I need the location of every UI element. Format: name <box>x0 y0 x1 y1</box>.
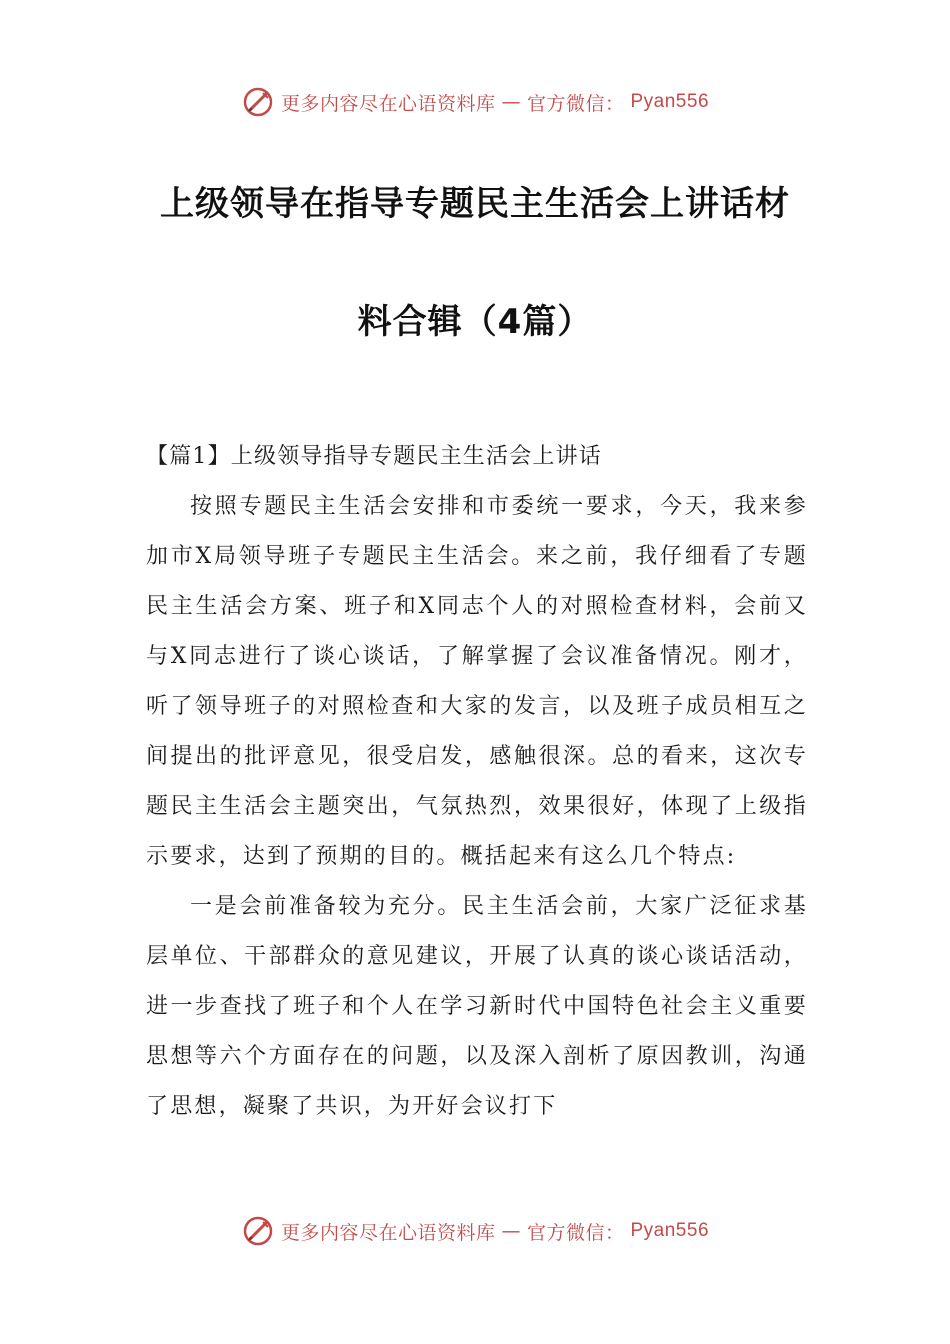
banner-wechat-label: 官方微信： <box>526 1221 625 1244</box>
section-heading: 【篇1】上级领导指导专题民主生活会上讲话 <box>146 444 602 469</box>
paragraph-1: 按照专题民主生活会安排和市委统一要求，今天，我来参加市X局领导班子专题民主生活会。来之前，我仔细看了专题民主生活会方案、班子和X同志个人的对照检查材料，会前又与X同志进行了谈心谈话，了解掌握了会议准备情况。刚才，听了领导班子的对照检查和大家的发言，以及班子成员相互之间提出的批评意见，很受启发，感触很深。总的看来，这次专题民主生活会主题突出，气氛热烈，效果很好，体现了上级指示要求，达到了预期的目的。概括起来有这么几个特点: <box>146 494 808 869</box>
pen-logo-icon <box>241 85 275 119</box>
pen-logo-icon <box>241 1214 275 1248</box>
document-body <box>146 432 808 1132</box>
header-watermark-banner <box>0 82 950 122</box>
footer-watermark-banner <box>0 1211 950 1251</box>
banner-brand-text: 更多内容尽在心语资料库 <box>280 92 496 115</box>
banner-separator: — <box>501 91 521 113</box>
paragraph-2: 一是会前准备较为充分。民主生活会前，大家广泛征求基层单位、干部群众的意见建议，开展了认真的谈心谈话活动，进一步查找了班子和个人在学习新时代中国特色社会主义重要思想等六个方面存在的问题，以及深入剖析了原因教训，沟通了思想，凝聚了共识，为开好会议打下 <box>146 894 808 1119</box>
banner-wechat-id: Pyan556 <box>630 1220 710 1241</box>
banner-wechat-label: 官方微信： <box>526 92 625 115</box>
document-title-line-2: 料合辑（4篇） <box>357 302 593 342</box>
document-title-line-1: 上级领导在指导专题民主生活会上讲话材 <box>160 184 790 224</box>
banner-brand-text: 更多内容尽在心语资料库 <box>280 1221 496 1244</box>
banner-wechat-id: Pyan556 <box>630 91 710 112</box>
banner-separator: — <box>501 1220 521 1242</box>
